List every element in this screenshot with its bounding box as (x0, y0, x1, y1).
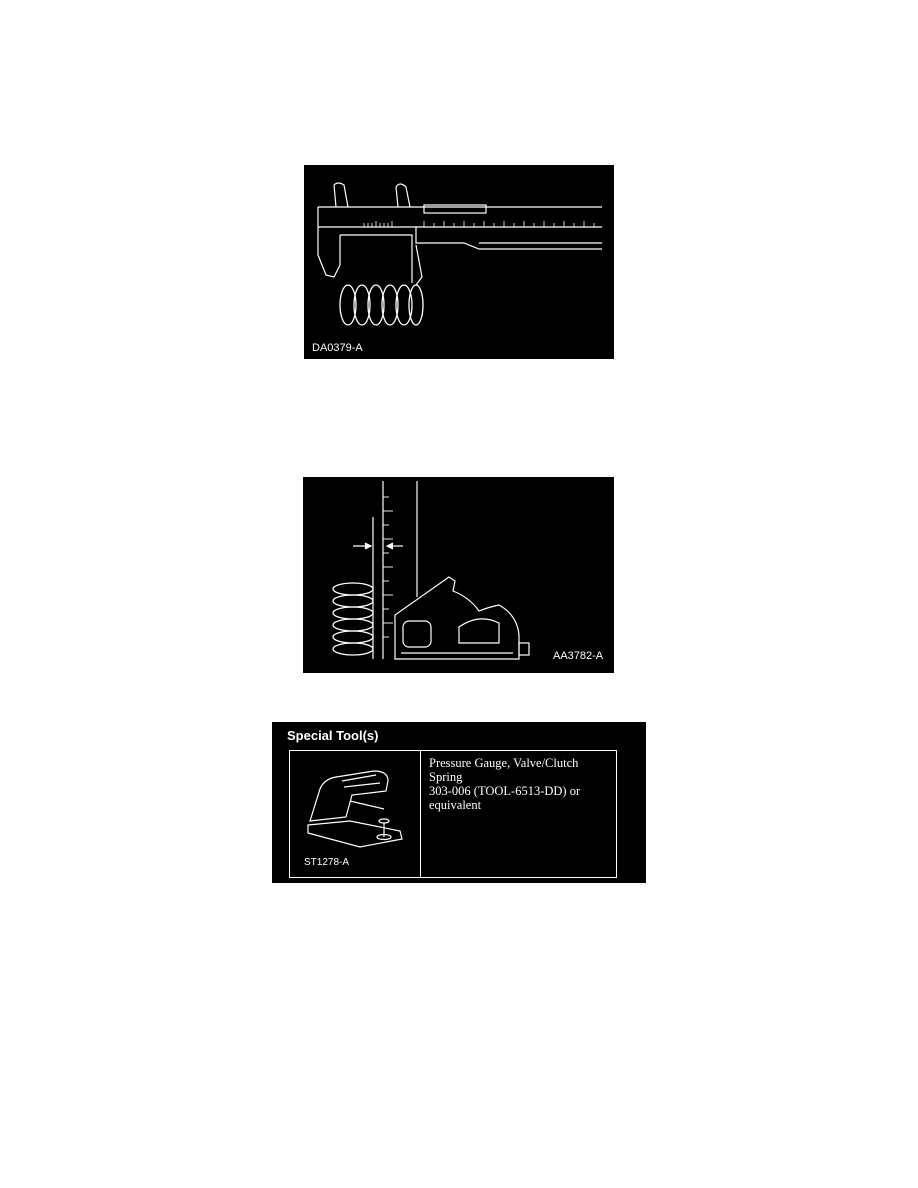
figure-square-spring (303, 477, 614, 673)
tool-description-line: Pressure Gauge, Valve/Clutch (429, 756, 579, 770)
tool-description-line: 303-006 (TOOL-6513-DD) or (429, 784, 581, 798)
tool-image-code: ST1278-A (304, 857, 350, 868)
tool-description (429, 756, 614, 812)
tool-description-line: Spring (429, 770, 463, 784)
tool-description-line: equivalent (429, 798, 482, 812)
table-divider (420, 751, 421, 877)
special-tools-title: Special Tool(s) (287, 728, 379, 743)
square-tool-icon (303, 477, 614, 673)
figure-caption: DA0379-A (312, 342, 363, 354)
vernier-caliper-icon (304, 165, 614, 359)
special-tools-table (289, 750, 617, 878)
figure-caption: AA3782-A (553, 650, 604, 662)
special-tools-panel (272, 722, 646, 883)
figure-caliper-spring (304, 165, 614, 359)
